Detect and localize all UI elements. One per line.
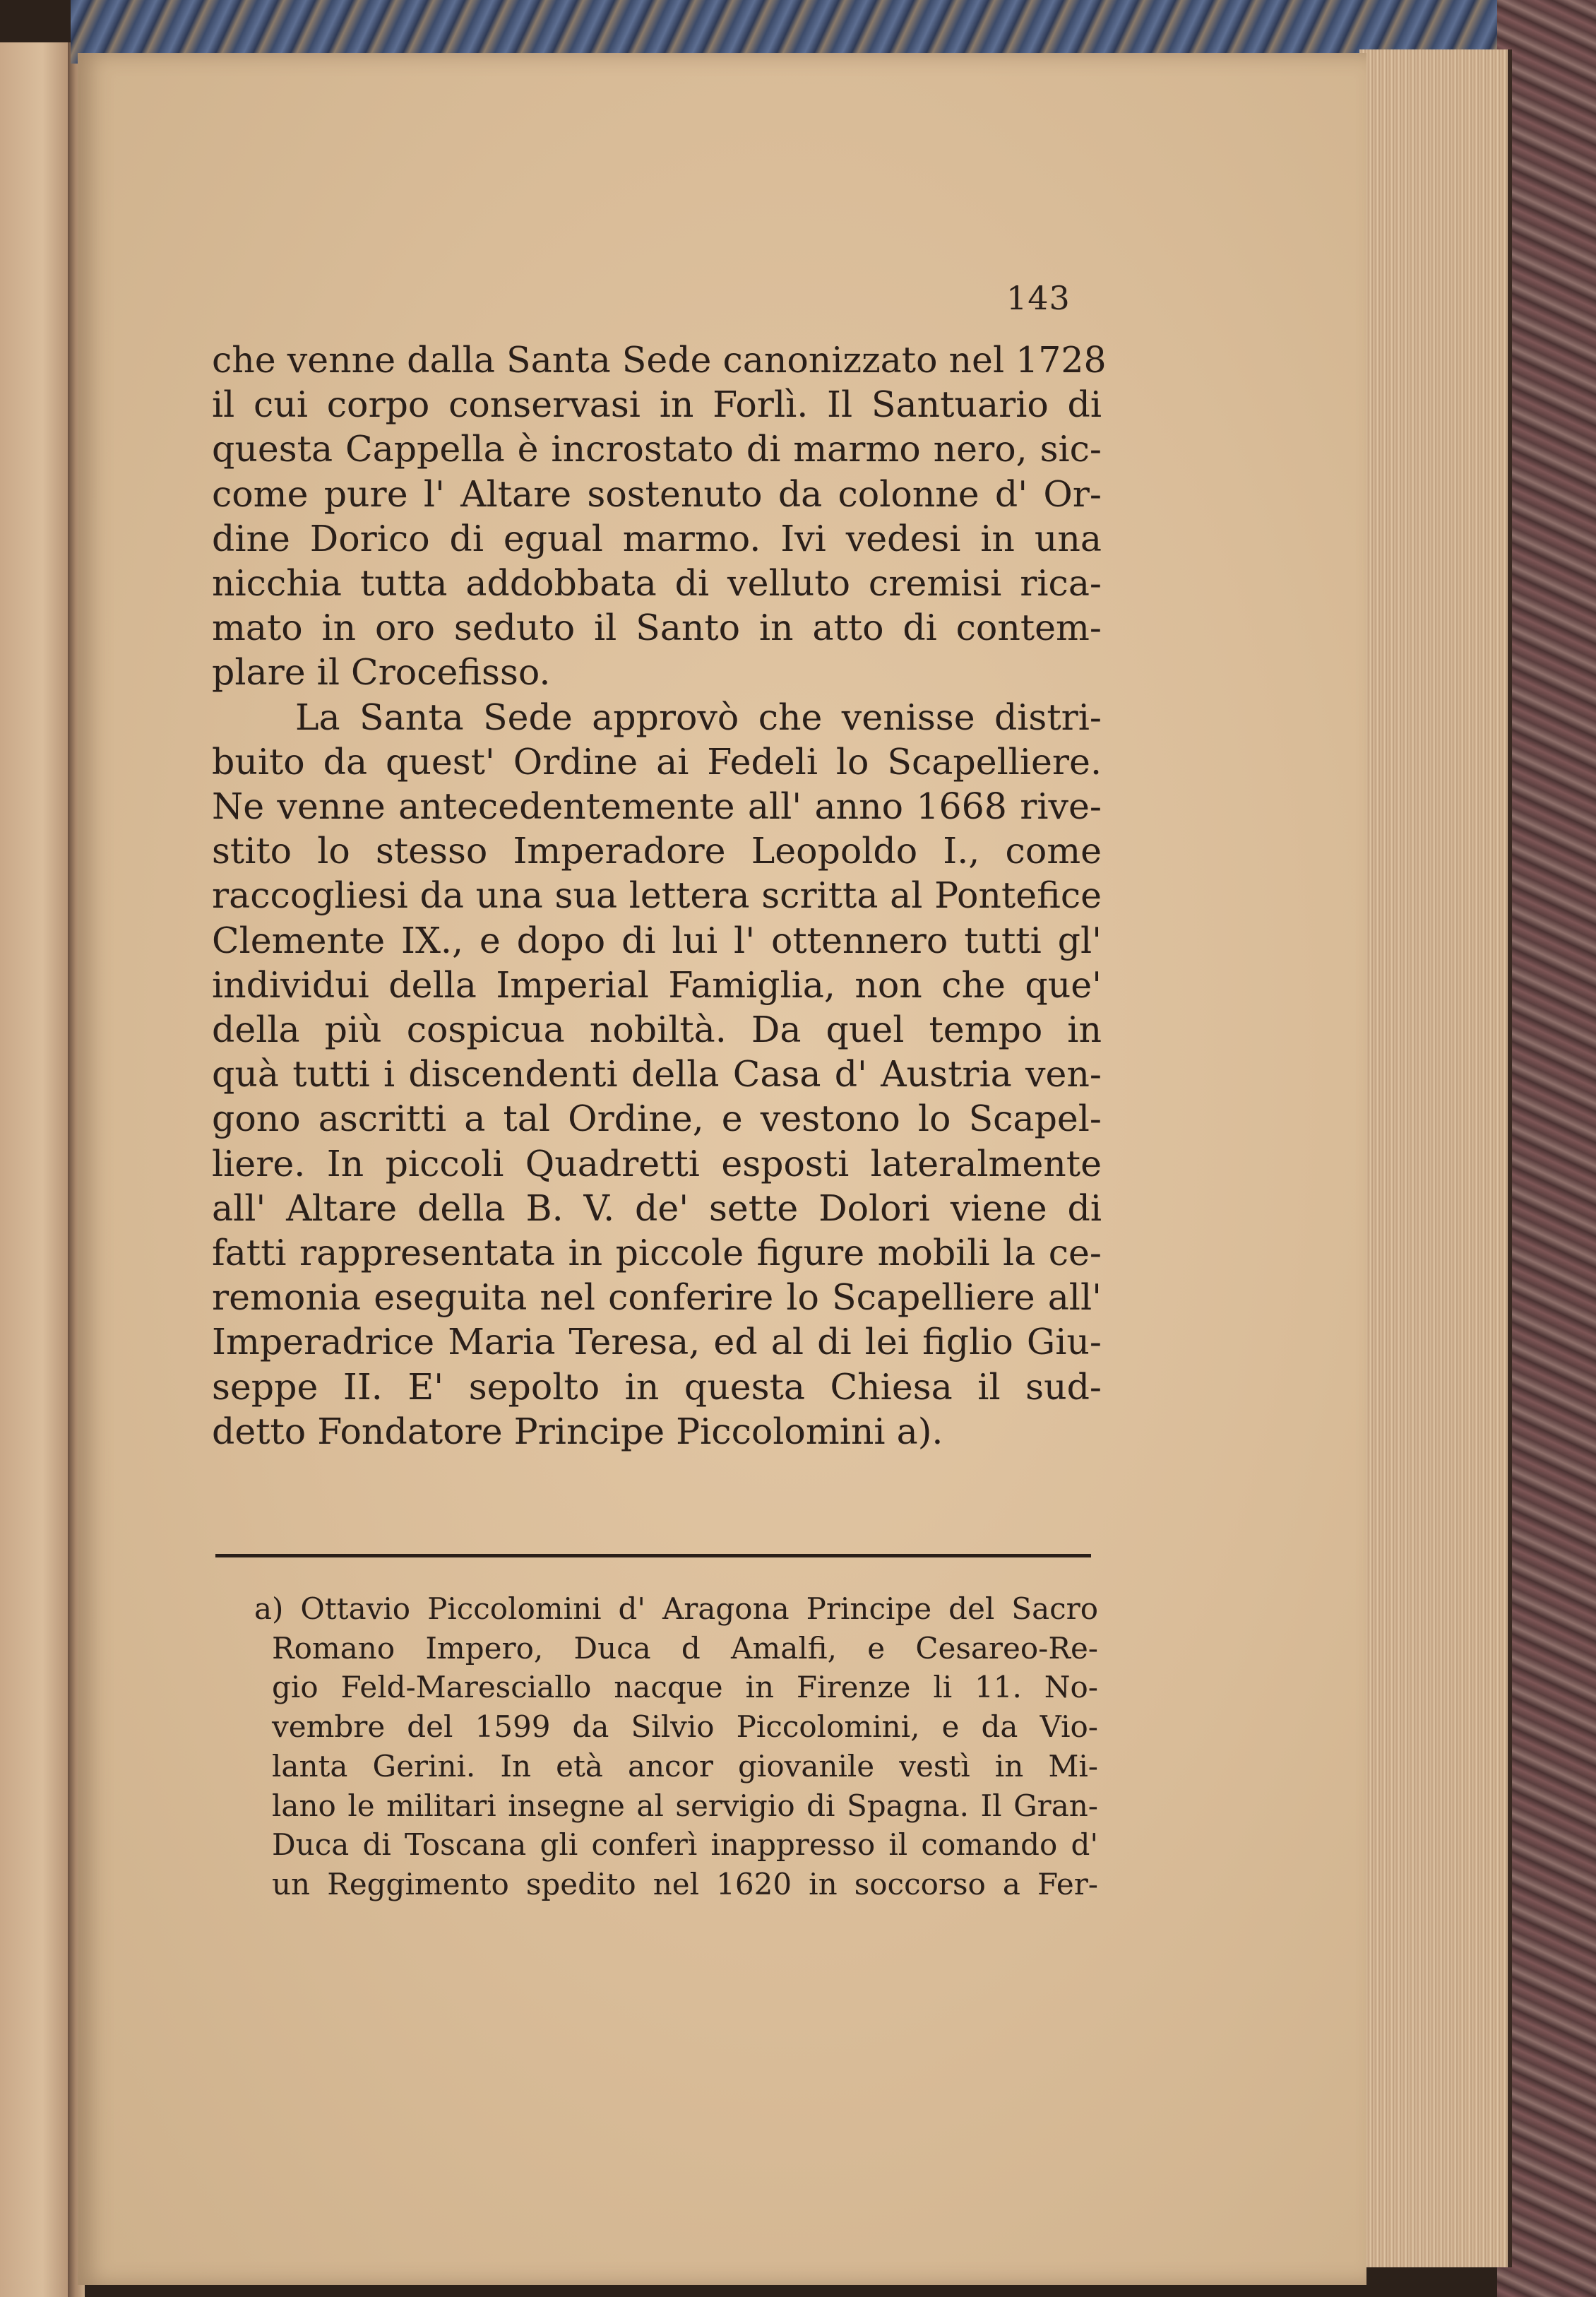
- text-line: quà tutti i discendenti della Casa d' Austria ven-: [212, 1053, 1102, 1096]
- text-line: La Santa Sede approvò che venisse distri-: [295, 696, 1102, 738]
- footnote-line: gio Feld-Maresciallo nacque in Firenze li 11. No-: [272, 1670, 1098, 1705]
- text-line: che venne dalla Santa Sede canonizzato nel 1728: [212, 339, 1107, 381]
- text-line: il cui corpo conservasi in Forlì. Il Santuario di: [212, 384, 1102, 426]
- main-text: [212, 338, 1107, 1454]
- text-line: all' Altare della B. V. de' sette Dolori viene di: [212, 1187, 1102, 1229]
- text-line: raccogliesi da una sua lettera scritta al Pontefice: [212, 874, 1102, 917]
- footnote-line: un Reggimento spedito nel 1620 in soccorso a Fer-: [272, 1866, 1098, 1901]
- text-line: detto Fondatore Principe Piccolomini a).: [212, 1410, 943, 1452]
- text-line: Ne venne antecedentemente all' anno 1668 rive-: [212, 785, 1102, 828]
- text-line: Clemente IX., e dopo di lui l' ottennero tutti gl': [212, 919, 1102, 961]
- text-line: dine Dorico di egual marmo. Ivi vedesi in una: [212, 517, 1102, 559]
- text-line: individui della Imperial Famiglia, non che que': [212, 963, 1102, 1006]
- text-line: stito lo stesso Imperadore Leopoldo I., come: [212, 830, 1102, 872]
- text-line: gono ascritti a tal Ordine, e vestono lo Scapel-: [212, 1098, 1102, 1140]
- text-line: come pure l' Altare sostenuto da colonne d' Or-: [212, 473, 1102, 515]
- text-line: remonia eseguita nel conferire lo Scapelliere all': [212, 1276, 1102, 1319]
- text-line: mato in oro seduto il Santo in atto di contem-: [212, 607, 1102, 649]
- text-line: plare il Crocefisso.: [212, 651, 551, 694]
- page-edges-stack: [1359, 49, 1512, 2267]
- footnote-line: Romano Impero, Duca d Amalfi, e Cesareo-Re-: [272, 1630, 1098, 1666]
- text-line: liere. In piccoli Quadretti esposti lateralmente: [212, 1142, 1102, 1185]
- text-line: fatti rappresentata in piccole figure mobili la ce-: [212, 1232, 1102, 1274]
- text-line: nicchia tutta addobbata di velluto cremisi rica-: [212, 562, 1102, 605]
- footnote-divider: [215, 1554, 1091, 1557]
- footnote-line: Duca di Toscana gli conferì inappresso il comando d': [272, 1827, 1098, 1863]
- text-line: seppe II. E' sepolto in questa Chiesa il sud-: [212, 1365, 1102, 1408]
- text-line: questa Cappella è incrostato di marmo nero, sic-: [212, 428, 1102, 470]
- page-number: 143: [1006, 279, 1071, 317]
- footnote: [254, 1589, 1098, 1904]
- footnote-line: lano le militari insegne al servigio di Spagna. Il Gran-: [272, 1788, 1098, 1823]
- footnote-line: a) Ottavio Piccolomini d' Aragona Principe del Sacro: [254, 1591, 1098, 1626]
- text-line: Imperadrice Maria Teresa, ed al di lei figlio Giu-: [212, 1321, 1102, 1363]
- footnote-line: vembre del 1599 da Silvio Piccolomini, e da Vio-: [272, 1709, 1098, 1745]
- footnote-line: lanta Gerini. In età ancor giovanile vestì in Mi-: [272, 1748, 1098, 1783]
- book-cover-edge: [1497, 0, 1596, 2297]
- previous-page-edge: [0, 42, 71, 2297]
- text-line: della più cospicua nobiltà. Da quel tempo in: [212, 1009, 1102, 1051]
- text-line: buito da quest' Ordine ai Fedeli lo Scapelliere.: [212, 740, 1102, 783]
